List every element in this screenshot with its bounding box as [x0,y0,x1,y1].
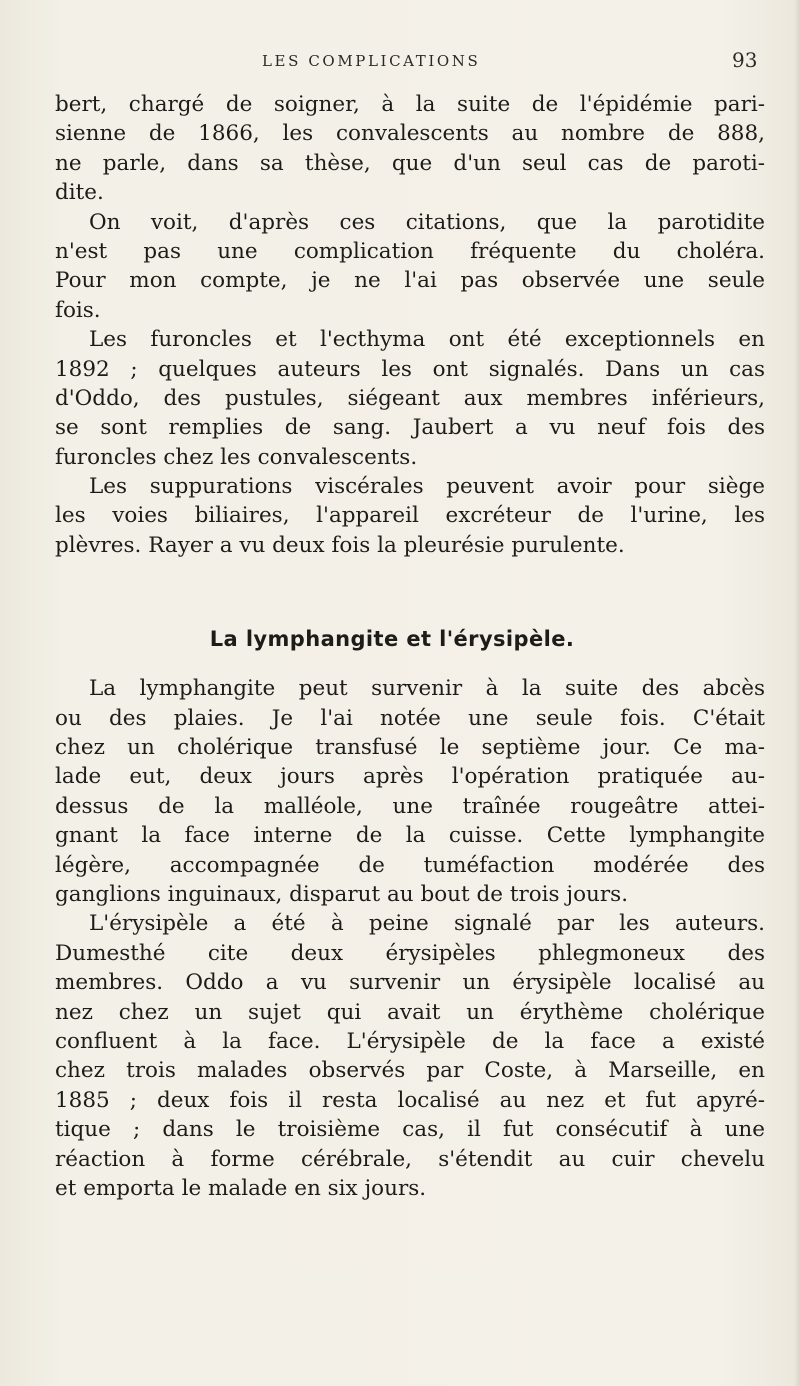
text-line: légère, accompagnée de tuméfaction modérée des [55,852,765,878]
text-line: chez trois malades observés par Coste, à Marseille, en [55,1058,765,1084]
text-line: se sont remplies de sang. Jaubert a vu neuf fois des [55,415,765,441]
text-line: bert, chargé de soigner, à la suite de l'épidémie pari- [55,92,765,117]
text-line: L'érysipèle a été à peine signalé par les auteurs. [89,911,765,937]
paragraph [55,909,765,1203]
text-line: La lymphangite peut survenir à la suite des abcès [89,676,765,702]
text-line: n'est pas une complication fréquente du choléra. [55,238,765,264]
text-line: d'Oddo, des pustules, siégeant aux membres inférieurs, [55,385,765,411]
text-line: ne parle, dans sa thèse, que d'un seul cas de paroti- [55,150,765,176]
text-line: gnant la face interne de la cuisse. Cette lymphangite [55,823,765,849]
section-spacer [55,560,765,627]
text-line: tique ; dans le troisième cas, il fut consécutif à une [55,1117,765,1143]
running-title: LES COMPLICATIONS [262,52,481,70]
paragraph [55,90,765,208]
text-line: lade eut, deux jours après l'opération pratiquée au- [55,764,765,790]
text-line: ganglions inguinaux, disparut au bout de trois jours. [55,881,629,907]
body-text [55,90,765,1203]
text-line: ou des plaies. Je l'ai notée une seule fois. C'était [55,705,765,731]
text-line: et emporta le malade en six jours. [55,1175,427,1201]
text-line: membres. Oddo a vu survenir un érysipèle localisé au [55,970,765,996]
text-line: dessus de la malléole, une traînée rougeâtre attei- [55,793,765,819]
paragraph [55,674,765,909]
text-line: confluent à la face. L'érysipèle de la face a existé [55,1028,765,1054]
text-line: Dumesthé cite deux érysipèles phlegmoneux des [55,940,765,966]
page-number: 93 [732,48,758,72]
text-line: 1885 ; deux fois il resta localisé au nez et fut apyré- [55,1087,765,1113]
text-line: On voit, d'après ces citations, que la parotidite [89,209,765,235]
paragraph [55,472,765,560]
paragraph [55,325,765,472]
section-heading-wrap [55,627,765,665]
text-line: furoncles chez les convalescents. [55,444,418,470]
text-line: Les suppurations viscérales peuvent avoir pour siège [89,474,765,500]
text-line: plèvres. Rayer a vu deux fois la pleurésie purulente. [55,532,625,558]
text-line: Pour mon compte, je ne l'ai pas observée une seule [55,268,765,294]
section-heading: La lymphangite et l'érysipèle. [209,627,575,652]
text-line: fois. [55,297,101,323]
text-line: les voies biliaires, l'appareil excréteur de l'urine, les [55,503,765,529]
page-binding-shadow [794,0,800,1386]
text-line: nez chez un sujet qui avait un érythème cholérique [55,999,765,1025]
text-line: réaction à forme cérébrale, s'étendit au cuir chevelu [55,1146,765,1172]
heading-spacer [55,665,765,674]
page-header [0,48,800,82]
text-line: Les furoncles et l'ecthyma ont été exceptionnels en [89,327,765,353]
paragraph [55,208,765,326]
text-line: 1892 ; quelques auteurs les ont signalés. Dans un cas [55,356,765,382]
text-line: chez un cholérique transfusé le septième jour. Ce ma- [55,735,765,761]
text-line: dite. [55,180,104,206]
text-line: sienne de 1866, les convalescents au nombre de 888, [55,121,765,147]
